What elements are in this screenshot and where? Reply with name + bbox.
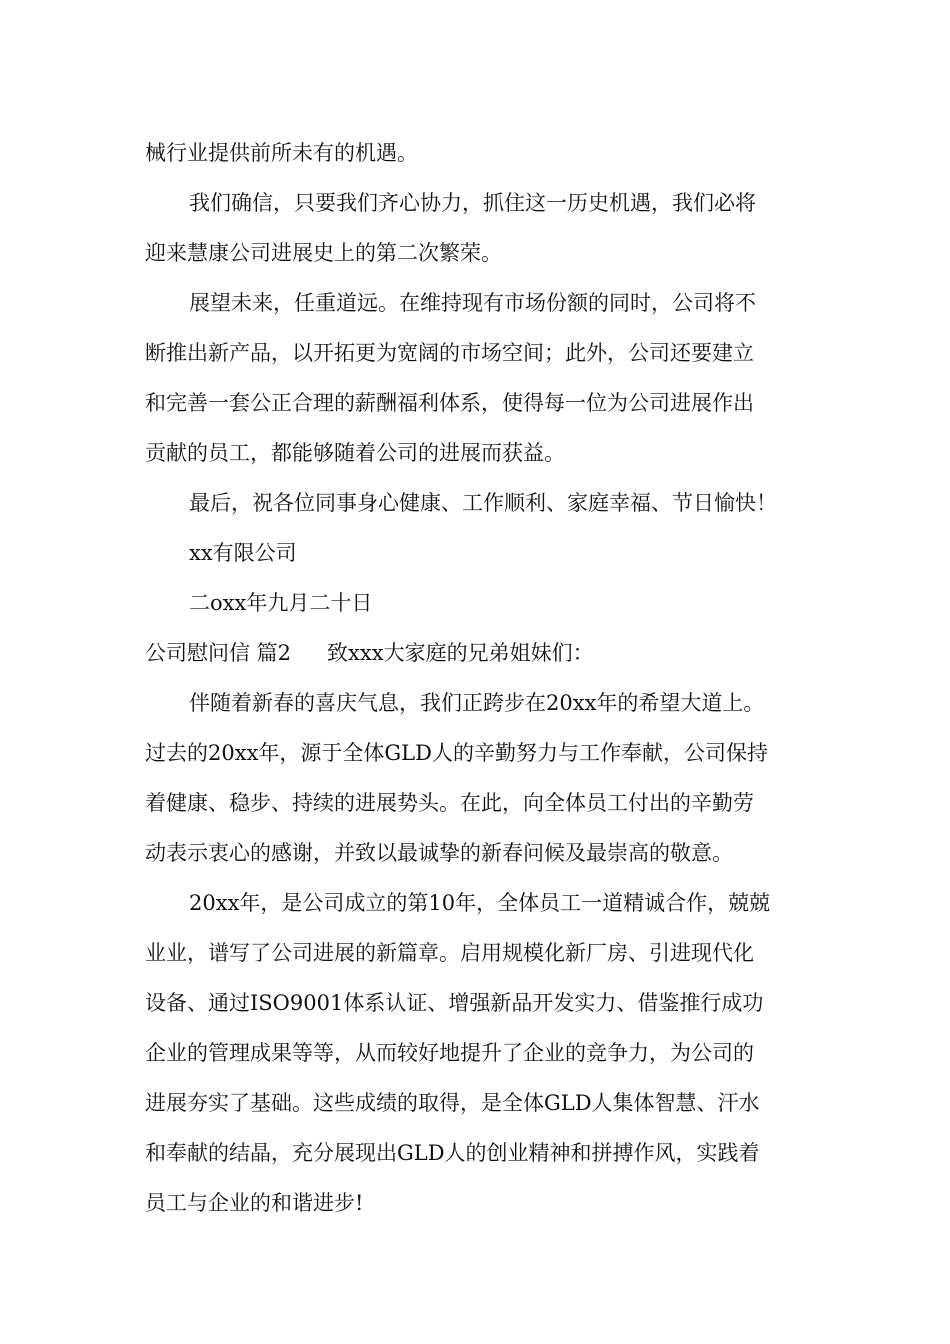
paragraph-line: 和完善一套公正合理的薪酬福利体系，使得每一位为公司进展作出 <box>145 391 754 415</box>
paragraph-line: 断推出新产品，以开拓更为宽阔的市场空间；此外，公司还要建立 <box>145 341 754 365</box>
paragraph-line: 着健康、稳步、持续的进展势头。在此，向全体员工付出的辛勤劳 <box>145 791 754 815</box>
paragraph-line: 迎来慧康公司进展史上的第二次繁荣。 <box>145 241 502 265</box>
salutation: 致xxx大家庭的兄弟姐妹们： <box>327 641 594 665</box>
paragraph-line: 过去的20xx年，源于全体GLD人的辛勤努力与工作奉献，公司保持 <box>145 741 768 765</box>
paragraph-line: 我们确信，只要我们齐心协力，抓住这一历史机遇，我们必将 <box>189 191 756 215</box>
paragraph-line: 动表示衷心的感谢，并致以最诚挚的新春问候及最崇高的敬意。 <box>145 841 733 865</box>
paragraph-line: 20xx年，是公司成立的第10年，全体员工一道精诚合作，兢兢 <box>189 891 771 915</box>
paragraph-line: 设备、通过ISO9001体系认证、增强新品开发实力、借鉴推行成功 <box>145 991 764 1015</box>
paragraph-line: 械行业提供前所未有的机遇。 <box>145 141 418 165</box>
paragraph-line: 贡献的员工，都能够随着公司的进展而获益。 <box>145 441 565 465</box>
paragraph-line: 和奉献的结晶，充分展现出GLD人的创业精神和拼搏作风，实践着 <box>145 1141 760 1165</box>
paragraph-line: 展望未来，任重道远。在维持现有市场份额的同时，公司将不 <box>189 291 756 315</box>
signature-company: xx有限公司 <box>189 541 297 565</box>
signature-date: 二oxx年九月二十日 <box>189 591 373 615</box>
paragraph-line: 业业，谱写了公司进展的新篇章。启用规模化新厂房、引进现代化 <box>145 941 754 965</box>
paragraph-line: 最后，祝各位同事身心健康、工作顺利、家庭幸福、节日愉快！ <box>189 491 777 515</box>
section-heading-line <box>145 628 807 678</box>
document-body <box>145 128 807 1228</box>
paragraph-line: 进展夯实了基础。这些成绩的取得，是全体GLD人集体智慧、汗水 <box>145 1091 760 1115</box>
paragraph-line: 企业的管理成果等等，从而较好地提升了企业的竞争力，为公司的 <box>145 1041 754 1065</box>
paragraph-line: 伴随着新春的喜庆气息，我们正跨步在20xx年的希望大道上。 <box>189 691 765 715</box>
section-heading: 公司慰问信 篇2 <box>145 641 292 665</box>
paragraph-line: 员工与企业的和谐进步! <box>145 1191 364 1215</box>
